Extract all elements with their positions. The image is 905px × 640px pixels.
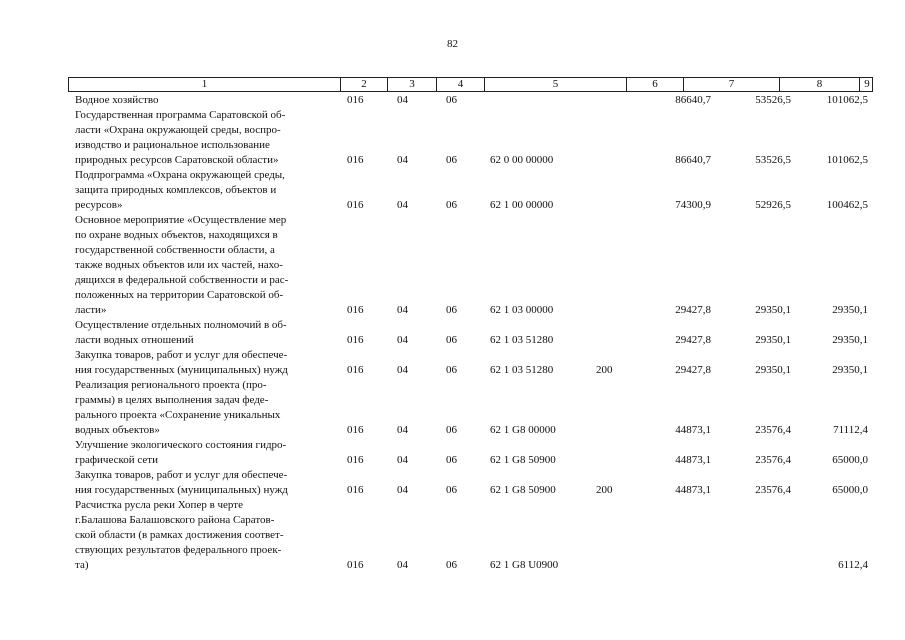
description-line: г.Балашова Балашовского района Саратов- [75, 514, 275, 526]
description-line: Осуществление отдельных полномочий в об- [75, 319, 287, 331]
header-col-4: 4 [437, 78, 485, 91]
cell-col-3: 04 [397, 199, 408, 211]
header-col-3: 3 [388, 78, 437, 91]
description-line: Реализация регионального проекта (про- [75, 379, 267, 391]
cell-col-2: 016 [347, 454, 364, 466]
cell-col-7: 44873,1 [675, 484, 711, 496]
description-line: ния государственных (муниципальных) нужд [75, 484, 288, 496]
cell-col-3: 04 [397, 154, 408, 166]
cell-col-8: 29350,1 [755, 334, 791, 346]
row-description [75, 318, 328, 348]
cell-col-6: 200 [596, 364, 613, 376]
description-line: водных объектов» [75, 424, 160, 436]
cell-col-8: 23576,4 [755, 454, 791, 466]
cell-col-5: 62 1 G8 U0900 [490, 559, 559, 571]
table-row [0, 318, 905, 348]
row-description [75, 93, 328, 108]
description-line: ствующих результатов федерального проек- [75, 544, 282, 556]
cell-col-2: 016 [347, 484, 364, 496]
cell-col-3: 04 [397, 454, 408, 466]
table-row [0, 93, 905, 108]
row-description [75, 168, 328, 213]
cell-col-4: 06 [446, 154, 457, 166]
cell-col-5: 62 0 00 00000 [490, 154, 554, 166]
description-line: ской области (в рамках достижения соответ- [75, 529, 284, 541]
cell-col-2: 016 [347, 304, 364, 316]
cell-col-3: 04 [397, 364, 408, 376]
cell-col-4: 06 [446, 559, 457, 571]
cell-col-9: 29350,1 [832, 364, 868, 376]
header-col-9: 9 [864, 78, 870, 90]
description-line: графической сети [75, 454, 158, 466]
description-line: Закупка товаров, работ и услуг для обеспече- [75, 349, 288, 361]
cell-col-4: 06 [446, 304, 457, 316]
cell-col-3: 04 [397, 424, 408, 436]
cell-col-4: 06 [446, 94, 457, 106]
description-line: дящихся в федеральной собственности и рас- [75, 274, 289, 286]
cell-col-5: 62 1 G8 50900 [490, 454, 556, 466]
description-line: государственной собственности области, а [75, 244, 275, 256]
cell-col-9: 100462,5 [826, 199, 868, 211]
description-line: рального проекта «Сохранение уникальных [75, 409, 281, 421]
cell-col-8: 29350,1 [755, 364, 791, 376]
row-description [75, 348, 328, 378]
description-line: та) [75, 559, 89, 571]
table-row [0, 348, 905, 378]
cell-col-5: 62 1 03 51280 [490, 364, 554, 376]
cell-col-4: 06 [446, 364, 457, 376]
cell-col-3: 04 [397, 334, 408, 346]
cell-col-2: 016 [347, 424, 364, 436]
cell-col-9: 29350,1 [832, 334, 868, 346]
description-line: граммы) в целях выполнения задач феде- [75, 394, 269, 406]
description-line: изводство и рациональное использование [75, 139, 270, 151]
cell-col-4: 06 [446, 334, 457, 346]
cell-col-9: 101062,5 [826, 94, 868, 106]
table-header [68, 77, 873, 92]
header-col-6: 6 [627, 78, 684, 91]
description-line: Государственная программа Саратовской об- [75, 109, 286, 121]
description-line: положенных на территории Саратовской об- [75, 289, 284, 301]
cell-col-2: 016 [347, 154, 364, 166]
header-col-1: 1 [69, 78, 341, 91]
table-row [0, 498, 905, 573]
cell-col-5: 62 1 00 00000 [490, 199, 554, 211]
cell-col-7: 86640,7 [675, 154, 711, 166]
description-line: Улучшение экологического состояния гидро- [75, 439, 287, 451]
cell-col-6: 200 [596, 484, 613, 496]
cell-col-4: 06 [446, 454, 457, 466]
cell-col-2: 016 [347, 94, 364, 106]
page-number: 82 [447, 38, 458, 50]
description-line: по охране водных объектов, находящихся в [75, 229, 278, 241]
cell-col-5: 62 1 03 00000 [490, 304, 554, 316]
cell-col-7: 29427,8 [675, 304, 711, 316]
cell-col-9: 65000,0 [832, 484, 868, 496]
header-col-7: 7 [684, 78, 780, 91]
cell-col-8: 23576,4 [755, 484, 791, 496]
description-line: ласти «Охрана окружающей среды, воспро- [75, 124, 281, 136]
cell-col-9: 29350,1 [832, 304, 868, 316]
row-description [75, 438, 328, 468]
description-line: Основное мероприятие «Осуществление мер [75, 214, 287, 226]
description-line: природных ресурсов Саратовской области» [75, 154, 279, 166]
cell-col-5: 62 1 G8 50900 [490, 484, 556, 496]
cell-col-3: 04 [397, 304, 408, 316]
cell-col-4: 06 [446, 199, 457, 211]
cell-col-2: 016 [347, 199, 364, 211]
table-row [0, 213, 905, 318]
table-row [0, 438, 905, 468]
cell-col-7: 29427,8 [675, 364, 711, 376]
table-row [0, 108, 905, 168]
cell-col-8: 29350,1 [755, 304, 791, 316]
description-line: Подпрограмма «Охрана окружающей среды, [75, 169, 285, 181]
cell-col-9: 6112,4 [838, 559, 868, 571]
cell-col-8: 23576,4 [755, 424, 791, 436]
cell-col-8: 52926,5 [755, 199, 791, 211]
description-line: защита природных комплексов, объектов и [75, 184, 277, 196]
cell-col-2: 016 [347, 364, 364, 376]
row-description [75, 468, 328, 498]
description-line: также водных объектов или их частей, нахо- [75, 259, 283, 271]
cell-col-7: 44873,1 [675, 454, 711, 466]
row-description [75, 378, 328, 438]
description-line: Закупка товаров, работ и услуг для обеспече- [75, 469, 288, 481]
row-description [75, 498, 328, 573]
cell-col-2: 016 [347, 559, 364, 571]
cell-col-9: 101062,5 [826, 154, 868, 166]
description-line: Расчистка русла реки Хопер в черте [75, 499, 243, 511]
row-description [75, 108, 328, 168]
cell-col-5: 62 1 G8 00000 [490, 424, 556, 436]
header-col-5: 5 [485, 78, 627, 91]
description-line: ласти» [75, 304, 107, 316]
cell-col-4: 06 [446, 424, 457, 436]
header-col-2: 2 [341, 78, 388, 91]
cell-col-7: 74300,9 [675, 199, 711, 211]
cell-col-7: 29427,8 [675, 334, 711, 346]
cell-col-3: 04 [397, 94, 408, 106]
cell-col-9: 71112,4 [833, 424, 868, 436]
cell-col-5: 62 1 03 51280 [490, 334, 554, 346]
cell-col-2: 016 [347, 334, 364, 346]
description-line: ния государственных (муниципальных) нужд [75, 364, 288, 376]
cell-col-4: 06 [446, 484, 457, 496]
cell-col-7: 86640,7 [675, 94, 711, 106]
description-line: ласти водных отношений [75, 334, 194, 346]
description-line: Водное хозяйство [75, 94, 159, 106]
table-row [0, 468, 905, 498]
header-col-8: 8 [780, 78, 860, 91]
cell-col-8: 53526,5 [755, 94, 791, 106]
cell-col-3: 04 [397, 559, 408, 571]
cell-col-3: 04 [397, 484, 408, 496]
table-row [0, 168, 905, 213]
cell-col-8: 53526,5 [755, 154, 791, 166]
table-row [0, 378, 905, 438]
cell-col-9: 65000,0 [832, 454, 868, 466]
cell-col-7: 44873,1 [675, 424, 711, 436]
description-line: ресурсов» [75, 199, 123, 211]
row-description [75, 213, 328, 318]
